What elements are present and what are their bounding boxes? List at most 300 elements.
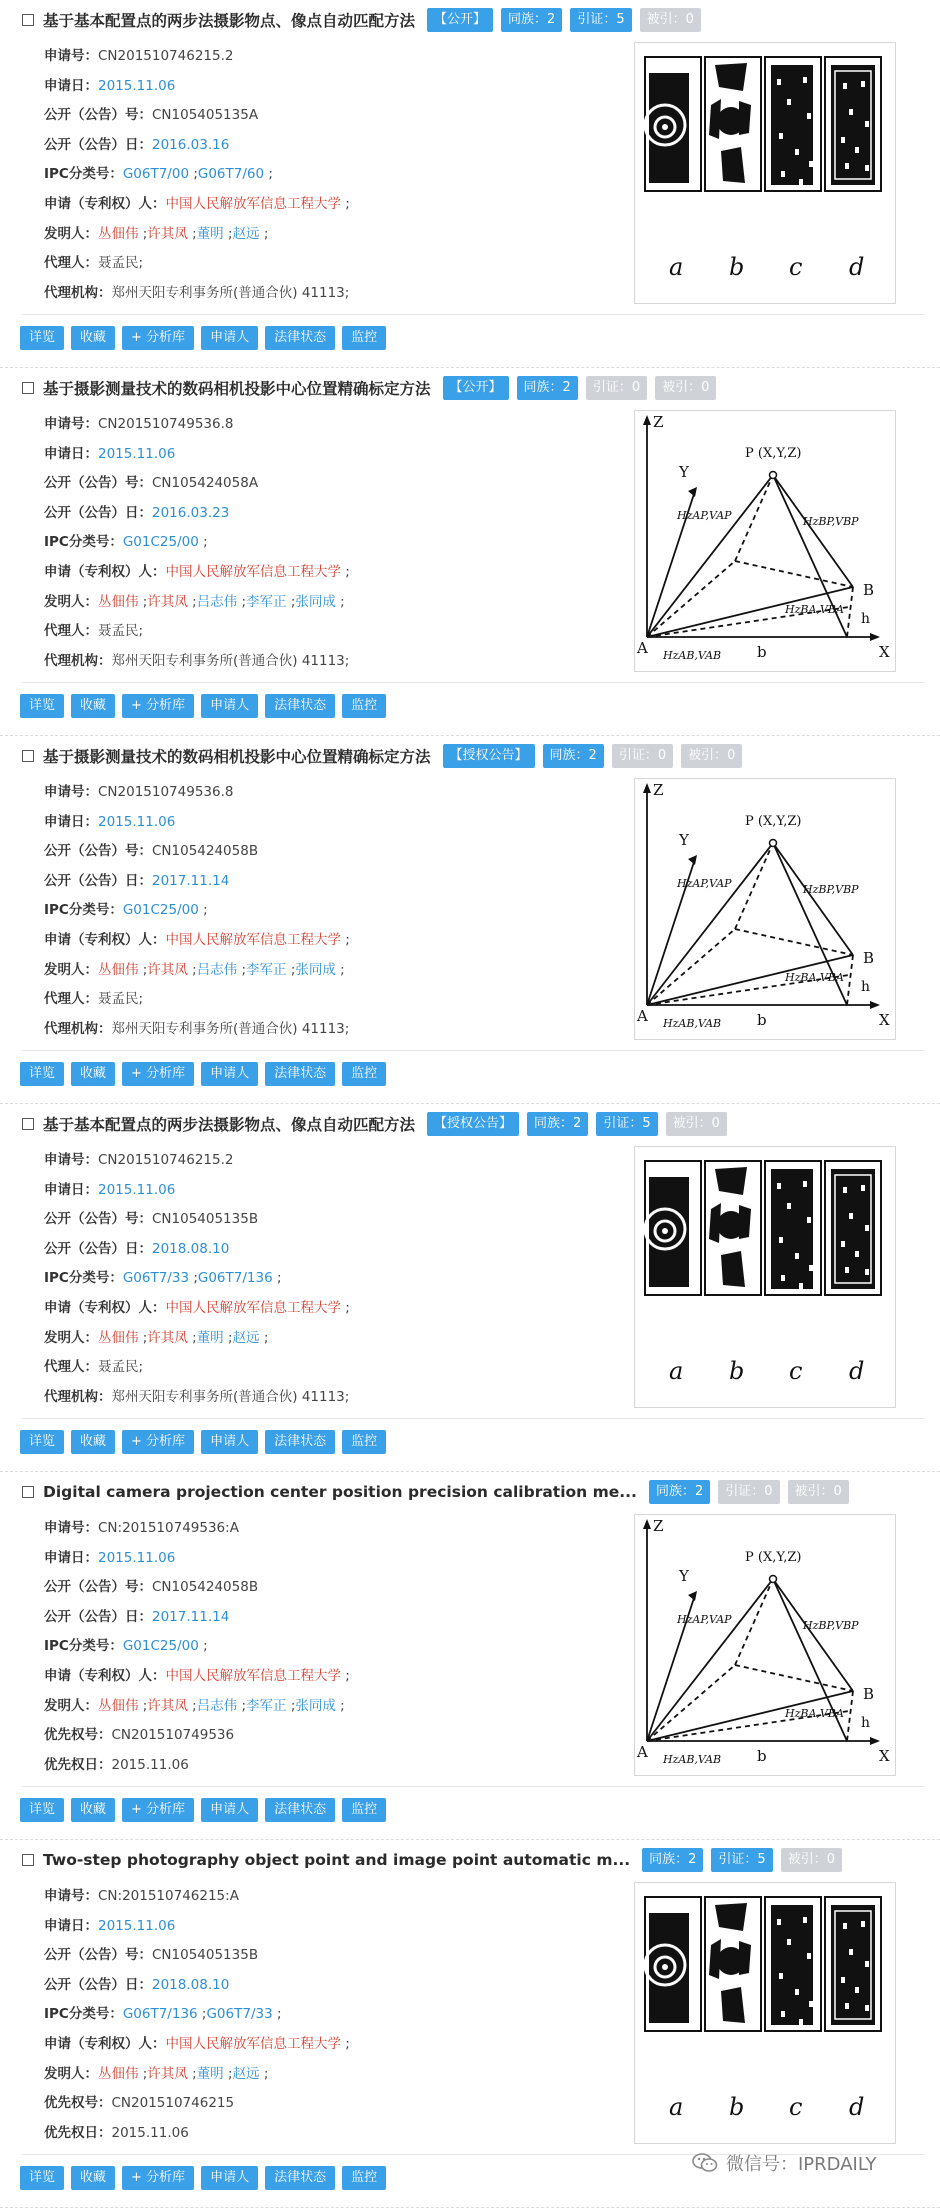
y-arrow xyxy=(688,855,697,865)
add-to-analysis-button[interactable]: + 分析库 xyxy=(122,1430,194,1454)
publication-date-link[interactable]: 2016.03.23 xyxy=(152,504,230,521)
inventor-link[interactable]: 董明 xyxy=(196,1329,224,1346)
point-p xyxy=(770,1576,777,1583)
label-x: X xyxy=(879,1011,890,1029)
application-date-label: 申请日： xyxy=(44,1549,98,1566)
y-arrow xyxy=(688,487,697,497)
action-buttons xyxy=(20,2166,393,2190)
label-hzap: HzAP,VAP xyxy=(677,509,732,522)
application-date xyxy=(44,1912,350,1942)
inventor-link[interactable]: 许其凤 xyxy=(147,1697,188,1714)
ipc-code-link[interactable]: G01C25/00 xyxy=(122,1638,199,1655)
publication-date-link[interactable]: 2018.08.10 xyxy=(152,1976,230,1993)
agency-value: 郑州天阳专利事务所(普通合伙) 41113; xyxy=(111,652,350,669)
inventors-label: 发明人： xyxy=(44,2065,98,2082)
dot xyxy=(845,1267,849,1273)
line-ap xyxy=(647,475,773,637)
dot xyxy=(803,1917,807,1923)
inventors: 发明人：丛佃伟 ;许其凤 ;董明 ;赵远 ; xyxy=(44,2065,269,2082)
application-date-link[interactable]: 2015.11.06 xyxy=(98,77,176,94)
applicant-label: 申请（专利权）人： xyxy=(44,931,166,948)
priority-date xyxy=(44,1751,350,1781)
inventor-link[interactable]: 董明 xyxy=(196,2065,224,2082)
agent xyxy=(44,249,350,279)
publication-number xyxy=(44,1573,350,1603)
inventor-link[interactable]: 许其凤 xyxy=(147,1329,188,1346)
label-z: Z xyxy=(653,413,664,431)
patent-record xyxy=(0,1472,940,1840)
inventor-link[interactable]: 丛佃伟 xyxy=(98,593,139,610)
ipc-code-link[interactable]: G06T7/33 xyxy=(206,2006,273,2023)
inventor-link[interactable]: 李军正 xyxy=(246,1697,287,1714)
family-badge[interactable]: 同族：2 xyxy=(501,8,562,32)
dot xyxy=(841,1241,845,1247)
label-hzbp: HzBP,VBP xyxy=(803,1619,859,1632)
publication-date-link[interactable]: 2018.08.10 xyxy=(152,1240,230,1257)
dot xyxy=(781,171,785,177)
applicant-link[interactable]: 中国人民解放军信息工程大学 xyxy=(165,1667,341,1684)
record-fields xyxy=(44,1514,350,1780)
publication-number xyxy=(44,1205,350,1235)
patent-title-link[interactable]: 基于摄影测量技术的数码相机投影中心位置精确标定方法 xyxy=(43,748,431,766)
publication-number-value: CN105424058B xyxy=(152,1579,259,1596)
agency-value: 郑州天阳专利事务所(普通合伙) 41113; xyxy=(111,1020,350,1037)
agency xyxy=(44,1383,350,1413)
applicant: 申请（专利权）人：中国人民解放军信息工程大学 ; xyxy=(44,2035,350,2052)
agent xyxy=(44,617,350,647)
monitor-button[interactable]: 监控 xyxy=(342,326,386,350)
applicant-button[interactable]: 申请人 xyxy=(201,2166,258,2190)
applicant-link[interactable]: 中国人民解放军信息工程大学 xyxy=(165,195,341,212)
patent-figure-thumbnail[interactable] xyxy=(634,1882,896,2144)
label-b: B xyxy=(863,581,875,599)
inventor-link[interactable]: 许其凤 xyxy=(147,2065,188,2082)
select-checkbox[interactable] xyxy=(22,1854,34,1866)
publication-date-link[interactable]: 2016.03.16 xyxy=(152,136,230,153)
patent-figure-thumbnail[interactable] xyxy=(634,778,896,1040)
applicant: 申请（专利权）人：中国人民解放军信息工程大学 ; xyxy=(44,563,350,580)
patent-figure-thumbnail[interactable] xyxy=(634,42,896,304)
applicant-button[interactable]: 申请人 xyxy=(201,326,258,350)
patent-title-link[interactable]: 基于基本配置点的两步法摄影物点、像点自动匹配方法 xyxy=(43,1116,416,1134)
publication-date-label: 公开（公告）日： xyxy=(44,872,152,889)
agency xyxy=(44,647,350,677)
monitor-button[interactable]: 监控 xyxy=(342,1798,386,1822)
citation-badge[interactable]: 引证：5 xyxy=(596,1112,657,1136)
patent-title-link[interactable]: 基于基本配置点的两步法摄影物点、像点自动匹配方法 xyxy=(43,12,416,30)
inventor-link[interactable]: 张同成 xyxy=(295,1697,336,1714)
application-number xyxy=(44,778,350,808)
citation-badge[interactable]: 引证：0 xyxy=(586,376,647,400)
application-number-value: CN201510749536.8 xyxy=(98,784,234,800)
stamp-letter-d: d xyxy=(849,2093,865,2121)
dot xyxy=(809,2001,813,2007)
divider xyxy=(22,1050,924,1051)
ipc-code-link[interactable]: G01C25/00 xyxy=(122,534,199,551)
favorite-button[interactable]: 收藏 xyxy=(71,1430,115,1454)
dot xyxy=(849,1949,853,1955)
monitor-button[interactable]: 监控 xyxy=(342,1430,386,1454)
ipc-class: IPC分类号：G01C25/00 ; xyxy=(44,534,208,551)
detail-button[interactable]: 详览 xyxy=(20,1430,64,1454)
select-checkbox[interactable] xyxy=(22,750,34,762)
label-hzbp: HzBP,VBP xyxy=(803,515,859,528)
inventors: 发明人：丛佃伟 ;许其凤 ;董明 ;赵远 ; xyxy=(44,225,269,242)
figure-svg xyxy=(635,43,895,303)
patent-record xyxy=(0,368,940,736)
application-date xyxy=(44,1176,350,1206)
patent-figure-thumbnail[interactable] xyxy=(634,1514,896,1776)
publication-date xyxy=(44,867,350,897)
applicant-link[interactable]: 中国人民解放军信息工程大学 xyxy=(165,1299,341,1316)
publication-date-link[interactable]: 2017.11.14 xyxy=(152,1608,230,1625)
dash-mid-b xyxy=(735,929,853,955)
patent-figure-thumbnail[interactable] xyxy=(634,410,896,672)
inventors-label: 发明人： xyxy=(44,961,98,978)
inventor-link[interactable]: 张同成 xyxy=(295,593,336,610)
inventor-link[interactable]: 丛佃伟 xyxy=(98,1329,139,1346)
family-badge[interactable]: 同族：2 xyxy=(543,744,604,768)
blob xyxy=(721,1987,745,2023)
priority-number-value: CN201510746215 xyxy=(111,2095,235,2112)
inventor-link[interactable]: 张同成 xyxy=(295,961,336,978)
applicant-link[interactable]: 中国人民解放军信息工程大学 xyxy=(165,2035,341,2052)
ipc-code-link[interactable]: G06T7/60 xyxy=(197,166,265,183)
dot xyxy=(779,1237,783,1243)
point-p xyxy=(770,840,777,847)
applicant-button[interactable]: 申请人 xyxy=(201,1798,258,1822)
inventor-link[interactable]: 吕志伟 xyxy=(196,961,238,978)
inventor-link[interactable]: 吕志伟 xyxy=(196,593,238,610)
stamp-letter-c: c xyxy=(789,1357,803,1385)
label-hzba: HzBA,VBA xyxy=(785,971,844,984)
label-z: Z xyxy=(653,1517,664,1535)
agent-label: 代理人： xyxy=(44,991,98,1008)
citation-badge[interactable]: 引证：0 xyxy=(612,744,673,768)
record-title-row xyxy=(22,6,709,34)
stamp-letter-c: c xyxy=(789,2093,803,2121)
application-date-label: 申请日： xyxy=(44,77,98,94)
applicant: 申请（专利权）人：中国人民解放军信息工程大学 ; xyxy=(44,931,350,948)
ipc-code-link[interactable]: G06T7/136 xyxy=(122,2006,198,2023)
application-date-link[interactable]: 2015.11.06 xyxy=(98,1181,176,1198)
applicant-link[interactable]: 中国人民解放军信息工程大学 xyxy=(165,931,341,948)
inventor-link[interactable]: 李军正 xyxy=(246,961,287,978)
legal-status-button[interactable]: 法律状态 xyxy=(265,1798,335,1822)
label-p: P (X,Y,Z) xyxy=(745,446,802,461)
dot xyxy=(809,161,813,167)
application-date xyxy=(44,72,350,102)
action-buttons xyxy=(20,1062,393,1086)
priority-date-label: 优先权日： xyxy=(44,2124,112,2141)
applicant: 申请（专利权）人：中国人民解放军信息工程大学 ; xyxy=(44,1299,350,1316)
application-date-label: 申请日： xyxy=(44,1917,98,1934)
stamp-figure xyxy=(645,1897,881,2121)
applicant-label: 申请（专利权）人： xyxy=(44,1667,166,1684)
dot xyxy=(843,1187,847,1193)
legal-status-button[interactable]: 法律状态 xyxy=(265,326,335,350)
label-p: P (X,Y,Z) xyxy=(745,814,802,829)
inventor-link[interactable]: 吕志伟 xyxy=(196,1697,238,1714)
inventor-link[interactable]: 董明 xyxy=(196,225,224,242)
applicant-button[interactable]: 申请人 xyxy=(201,1062,258,1086)
inventor-link[interactable]: 赵远 xyxy=(232,1329,260,1346)
dot xyxy=(841,1977,845,1983)
ipc-class-label: IPC分类号： xyxy=(44,1638,123,1655)
publication-number-value: CN105405135B xyxy=(152,1947,259,1964)
inventor-link[interactable]: 丛佃伟 xyxy=(98,1697,139,1714)
record-fields xyxy=(44,778,350,1044)
family-badge[interactable]: 同族：2 xyxy=(517,376,578,400)
dot xyxy=(865,1269,869,1275)
stamp-letter-b: b xyxy=(729,1357,745,1385)
applicant-button[interactable]: 申请人 xyxy=(201,1430,258,1454)
application-date xyxy=(44,808,350,838)
dot xyxy=(803,77,807,83)
x-arrow xyxy=(870,1001,880,1009)
figure-svg xyxy=(635,1883,895,2143)
dot xyxy=(807,1217,811,1223)
dash-mid-p xyxy=(735,475,773,561)
application-date-link[interactable]: 2015.11.06 xyxy=(98,1917,176,1934)
camera-diagram xyxy=(636,1517,890,1766)
blob xyxy=(715,1167,747,1195)
inventor-link[interactable]: 丛佃伟 xyxy=(98,225,139,242)
legal-status-button[interactable]: 法律状态 xyxy=(265,2166,335,2190)
action-buttons xyxy=(20,1430,393,1454)
publication-number-label: 公开（公告）号： xyxy=(44,843,152,860)
agent-value: 聂孟民; xyxy=(98,623,144,640)
select-checkbox[interactable] xyxy=(22,14,34,26)
dot xyxy=(843,1923,847,1929)
priority-number xyxy=(44,1721,350,1751)
detail-button[interactable]: 详览 xyxy=(20,326,64,350)
publication-number xyxy=(44,101,350,131)
dot xyxy=(799,1283,803,1289)
applicant: 申请（专利权）人：中国人民解放军信息工程大学 ; xyxy=(44,195,350,212)
family-badge[interactable]: 同族：2 xyxy=(642,1848,703,1872)
stamp-figure xyxy=(645,57,881,281)
application-date-link[interactable]: 2015.11.06 xyxy=(98,1549,176,1566)
inventors-label: 发明人： xyxy=(44,1329,98,1346)
detail-button[interactable]: 详览 xyxy=(20,1798,64,1822)
dot xyxy=(803,1181,807,1187)
favorite-button[interactable]: 收藏 xyxy=(71,1798,115,1822)
label-hzab: HzAB,VAB xyxy=(663,1753,722,1766)
agent xyxy=(44,985,350,1015)
family-badge[interactable]: 同族：2 xyxy=(527,1112,588,1136)
application-date xyxy=(44,440,350,470)
dot xyxy=(662,1964,668,1970)
ipc-class: IPC分类号：G01C25/00 ; xyxy=(44,902,208,919)
label-y: Y xyxy=(679,463,689,481)
add-to-analysis-button[interactable]: + 分析库 xyxy=(122,1798,194,1822)
ipc-class-label: IPC分类号： xyxy=(44,2006,123,2023)
inventors-label: 发明人： xyxy=(44,225,98,242)
camera-diagram xyxy=(636,781,890,1030)
cited-by-badge[interactable]: 被引：0 xyxy=(681,744,742,768)
inventor-link[interactable]: 赵远 xyxy=(232,225,260,242)
dot xyxy=(795,1253,799,1259)
cited-by-badge[interactable]: 被引：0 xyxy=(666,1112,727,1136)
cited-by-badge[interactable]: 被引：0 xyxy=(640,8,701,32)
monitor-button[interactable]: 监控 xyxy=(342,694,386,718)
favorite-button[interactable]: 收藏 xyxy=(71,2166,115,2190)
add-to-analysis-button[interactable]: + 分析库 xyxy=(122,326,194,350)
detail-button[interactable]: 详览 xyxy=(20,694,64,718)
publication-date-link[interactable]: 2017.11.14 xyxy=(152,872,230,889)
label-b-foot: b xyxy=(757,643,767,661)
add-to-analysis-button[interactable]: + 分析库 xyxy=(122,2166,194,2190)
ipc-class-label: IPC分类号： xyxy=(44,166,123,183)
action-buttons xyxy=(20,1798,393,1822)
applicant-button[interactable]: 申请人 xyxy=(201,694,258,718)
cited-by-badge[interactable]: 被引：0 xyxy=(655,376,716,400)
ipc-class: IPC分类号：G06T7/136 ;G06T7/33 ; xyxy=(44,2006,282,2023)
dot xyxy=(787,1203,791,1209)
priority-date-value: 2015.11.06 xyxy=(111,2124,189,2141)
add-to-analysis-button[interactable]: + 分析库 xyxy=(122,1062,194,1086)
citation-badge[interactable]: 引证：5 xyxy=(570,8,631,32)
publication-date-label: 公开（公告）日： xyxy=(44,136,152,153)
agent-label: 代理人： xyxy=(44,623,98,640)
dot xyxy=(807,1953,811,1959)
publication-number-value: CN105424058B xyxy=(152,843,259,860)
blob xyxy=(721,1251,745,1287)
patent-title-link[interactable]: 基于摄影测量技术的数码相机投影中心位置精确标定方法 xyxy=(43,380,431,398)
publication-number-label: 公开（公告）号： xyxy=(44,475,152,492)
divider xyxy=(22,314,924,315)
select-checkbox[interactable] xyxy=(22,1118,34,1130)
dash-mid-p xyxy=(735,843,773,929)
inventor-link[interactable]: 赵远 xyxy=(232,2065,260,2082)
blob xyxy=(739,1941,751,1975)
dot xyxy=(841,137,845,143)
patent-title-link[interactable]: Two-step photography object point and image point automatic m... xyxy=(43,1851,631,1869)
agency-label: 代理机构： xyxy=(44,284,112,301)
application-number xyxy=(44,410,350,440)
ipc-code-link[interactable]: G06T7/00 xyxy=(122,166,190,183)
dot xyxy=(779,1973,783,1979)
application-date-link[interactable]: 2015.11.06 xyxy=(98,813,176,830)
ipc-class: IPC分类号：G06T7/00 ;G06T7/60 ; xyxy=(44,166,273,183)
priority-number xyxy=(44,2089,350,2119)
dot xyxy=(807,113,811,119)
inventor-link[interactable]: 丛佃伟 xyxy=(98,2065,139,2082)
favorite-button[interactable]: 收藏 xyxy=(71,326,115,350)
publication-number xyxy=(44,837,350,867)
applicant-label: 申请（专利权）人： xyxy=(44,2035,166,2052)
record-fields xyxy=(44,410,350,676)
publication-number-label: 公开（公告）号： xyxy=(44,1947,152,1964)
label-y: Y xyxy=(679,831,689,849)
application-number-label: 申请号： xyxy=(44,1888,98,1904)
record-title-row xyxy=(22,1478,857,1506)
select-checkbox[interactable] xyxy=(22,382,34,394)
applicant-link[interactable]: 中国人民解放军信息工程大学 xyxy=(165,563,341,580)
cited-by-badge[interactable]: 被引：0 xyxy=(788,1480,849,1504)
legal-status-button[interactable]: 法律状态 xyxy=(265,1062,335,1086)
citation-badge[interactable]: 引证：0 xyxy=(718,1480,779,1504)
application-number-label: 申请号： xyxy=(44,416,98,432)
divider xyxy=(22,1418,924,1419)
monitor-button[interactable]: 监控 xyxy=(342,1062,386,1086)
ipc-code-link[interactable]: G06T7/136 xyxy=(197,1270,273,1287)
application-date-link[interactable]: 2015.11.06 xyxy=(98,445,176,462)
ipc-code-link[interactable]: G06T7/33 xyxy=(122,1270,190,1287)
patent-title-link[interactable]: Digital camera projection center position precision calibration me... xyxy=(43,1483,637,1501)
publication-date-label: 公开（公告）日： xyxy=(44,504,152,521)
label-a: A xyxy=(637,1743,648,1761)
priority-date-value: 2015.11.06 xyxy=(111,1756,189,1773)
agency xyxy=(44,1015,350,1045)
stamp-letter-b: b xyxy=(729,253,745,281)
patent-figure-thumbnail[interactable] xyxy=(634,1146,896,1408)
inventors-label: 发明人： xyxy=(44,593,98,610)
dot xyxy=(795,1989,799,1995)
label-hzba: HzBA,VBA xyxy=(785,1707,844,1720)
add-to-analysis-button[interactable]: + 分析库 xyxy=(122,694,194,718)
family-badge[interactable]: 同族：2 xyxy=(649,1480,710,1504)
label-b: B xyxy=(863,949,875,967)
dot xyxy=(777,79,781,85)
cited-by-badge[interactable]: 被引：0 xyxy=(781,1848,842,1872)
application-number-value: CN201510746215.2 xyxy=(98,48,234,64)
inventor-link[interactable]: 许其凤 xyxy=(147,961,188,978)
legal-status-button[interactable]: 法律状态 xyxy=(265,694,335,718)
dash-mid-b xyxy=(735,561,853,587)
detail-button[interactable]: 详览 xyxy=(20,2166,64,2190)
inventor-link[interactable]: 许其凤 xyxy=(147,593,188,610)
favorite-button[interactable]: 收藏 xyxy=(71,1062,115,1086)
application-number-value: CN201510749536.8 xyxy=(98,416,234,432)
select-checkbox[interactable] xyxy=(22,1486,34,1498)
label-h: h xyxy=(861,1715,871,1731)
ipc-class-label: IPC分类号： xyxy=(44,534,123,551)
ipc-class-label: IPC分类号： xyxy=(44,1270,123,1287)
monitor-button[interactable]: 监控 xyxy=(342,2166,386,2190)
inventor-link[interactable]: 李军正 xyxy=(246,593,287,610)
wechat-icon xyxy=(692,2153,718,2173)
dot xyxy=(845,2003,849,2009)
application-date-label: 申请日： xyxy=(44,445,98,462)
label-p: P (X,Y,Z) xyxy=(745,1550,802,1565)
blob xyxy=(715,1903,747,1931)
priority-date-label: 优先权日： xyxy=(44,1756,112,1773)
dot xyxy=(809,1265,813,1271)
priority-date xyxy=(44,2119,350,2149)
ipc-code-link[interactable]: G01C25/00 xyxy=(122,902,199,919)
dash-mid-p xyxy=(735,1579,773,1665)
z-arrow xyxy=(643,1519,651,1529)
favorite-button[interactable]: 收藏 xyxy=(71,694,115,718)
action-buttons xyxy=(20,694,393,718)
publication-date-label: 公开（公告）日： xyxy=(44,1240,152,1257)
inventor-link[interactable]: 许其凤 xyxy=(147,225,188,242)
publication-number xyxy=(44,469,350,499)
detail-button[interactable]: 详览 xyxy=(20,1062,64,1086)
legal-status-button[interactable]: 法律状态 xyxy=(265,1430,335,1454)
citation-badge[interactable]: 引证：5 xyxy=(711,1848,772,1872)
stamp-letter-a: a xyxy=(669,253,684,281)
publication-date xyxy=(44,1971,350,2001)
dot xyxy=(662,124,668,130)
inventor-link[interactable]: 丛佃伟 xyxy=(98,961,139,978)
point-p xyxy=(770,472,777,479)
agency-value: 郑州天阳专利事务所(普通合伙) 41113; xyxy=(111,284,350,301)
divider xyxy=(22,682,924,683)
figure-svg xyxy=(635,1515,895,1775)
